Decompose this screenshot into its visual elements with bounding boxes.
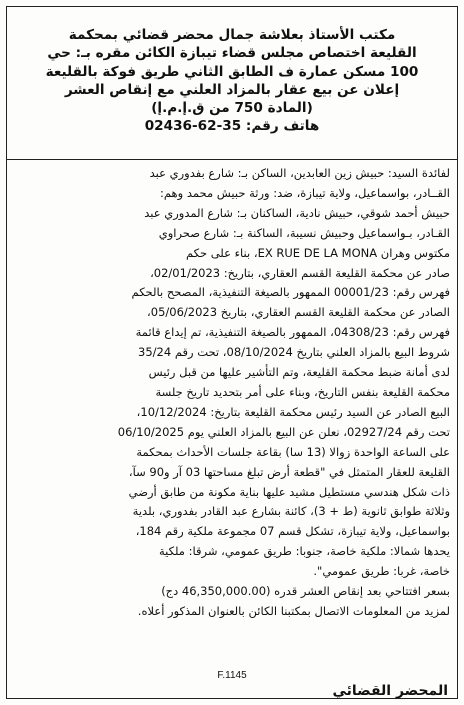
body-line: البيع الصادر عن السيد رئيس محكمة القليعة بتاريخ: 10/12/2024، xyxy=(136,404,450,419)
body-line: بواسماعيل، ولاية تيبازة، تشكل قسم 07 مجموعة ملكية رقم 184، xyxy=(135,524,450,539)
notice-header xyxy=(12,26,452,136)
notice-body xyxy=(14,164,450,622)
bailiff-signature: المحضر القضائي xyxy=(332,683,448,699)
body-line: فهرس رقم: 04308/23، الممهور بالصيغة التنفيذية، تم إيداع قائمة xyxy=(135,325,450,340)
body-line: الصادر عن محكمة القليعة القسم العقاري، بتاريخ 05/06/2023، xyxy=(147,305,450,320)
body-line: خاصة، غربا: طريق عمومي". xyxy=(313,564,450,579)
body-line: شروط البيع بالمزاد العلني بتاريخ 08/10/2024، تحت رقم 35/24 xyxy=(138,345,450,360)
legal-article: (المادة 750 من ق.إ.م.إ) xyxy=(151,100,313,117)
phone-number: هاتف رقم: 35-62-02436 xyxy=(144,118,320,135)
body-line: بسعر افتتاحي بعد إنقاص العشر قدره (46,350,000.00 دج) xyxy=(161,584,450,599)
body-line: مكتوس وهران EX RUE DE LA MONA، بناء على حكم xyxy=(185,245,450,260)
body-line: وثلاثة طوابق ثانوية (ط + 3)، كائنة بشارع عبد القادر بفدوري، بلدية xyxy=(132,504,450,519)
body-line: محكمة القليعة بنفس التاريخ، وبناء على أمر بتحديد تاريخ جلسة xyxy=(155,384,450,399)
body-line: ذات شكل هندسي مستطيل مشيد عليها بناية مكونة من طابق أرضي xyxy=(128,484,450,499)
body-line: فهرس رقم: 00001/23 الممهور بالصيغة التنفيذية، المصحح بالحكم xyxy=(131,285,450,300)
body-line: القليعة للعقار المتمثل في "قطعة أرض تبلغ مساحتها 03 آر و90 سآ، xyxy=(128,464,450,479)
office-address: 100 مسكن عمارة ف الطابق الثاني طريق فوكة بالقليعة xyxy=(45,63,419,80)
body-line: لفائدة السيد: حبيش زين العابدين، الساكن بـ: شارع بفدوري عبد xyxy=(149,166,450,180)
body-line: تحت رقم 02927/24، نعلن عن البيع بالمزاد العلني يوم 06/10/2025 xyxy=(117,424,450,439)
notice-title: إعلان عن بيع عقار بالمزاد العلني مع إنقاص العشر xyxy=(64,81,400,98)
notice-reference: F.1145 xyxy=(217,670,247,681)
body-line: على الساعة الواحدة زوالا (13 سا) بقاعة جلسات الأحداث بمحكمة xyxy=(136,444,450,459)
body-line: لدى أمانة ضبط محكمة القليعة، وتم التأشير عليها من قبل رئيس xyxy=(148,365,450,380)
body-line: صادر عن محكمة القليعة القسم العقاري، بتاريخ: 02/01/2023، xyxy=(150,265,450,280)
body-line: يحدها شمالا: ملكية خاصة، جنوبا: طريق عمومي، شرقا: ملكية xyxy=(158,544,450,559)
body-line: حبيش أحمد شوقي، حبيش نادية، الساكنان بـ: شارع المدوري عبد xyxy=(144,205,450,220)
office-jurisdiction: القليعة اختصاص مجلس قضاء تيبازة الكائن مقره بـ: حي xyxy=(47,45,417,62)
body-line: القـادر، بـواسماعيل وحبيش نسيبة، الساكنة بـ: شارع صحراوي xyxy=(158,225,450,240)
header-divider xyxy=(6,159,458,160)
body-line: القــادر، بواسماعيل، ولاية تيبازة، ضد: ورثة حبيش محمد وهم: xyxy=(160,185,450,200)
body-line: لمزيد من المعلومات الاتصال بمكتبنا الكائن بالعنوان المذكور أعلاه. xyxy=(137,603,450,618)
office-title: مكتب الأستاذ بعلاشة جمال محضر قضائي بمحكمة xyxy=(68,27,396,43)
